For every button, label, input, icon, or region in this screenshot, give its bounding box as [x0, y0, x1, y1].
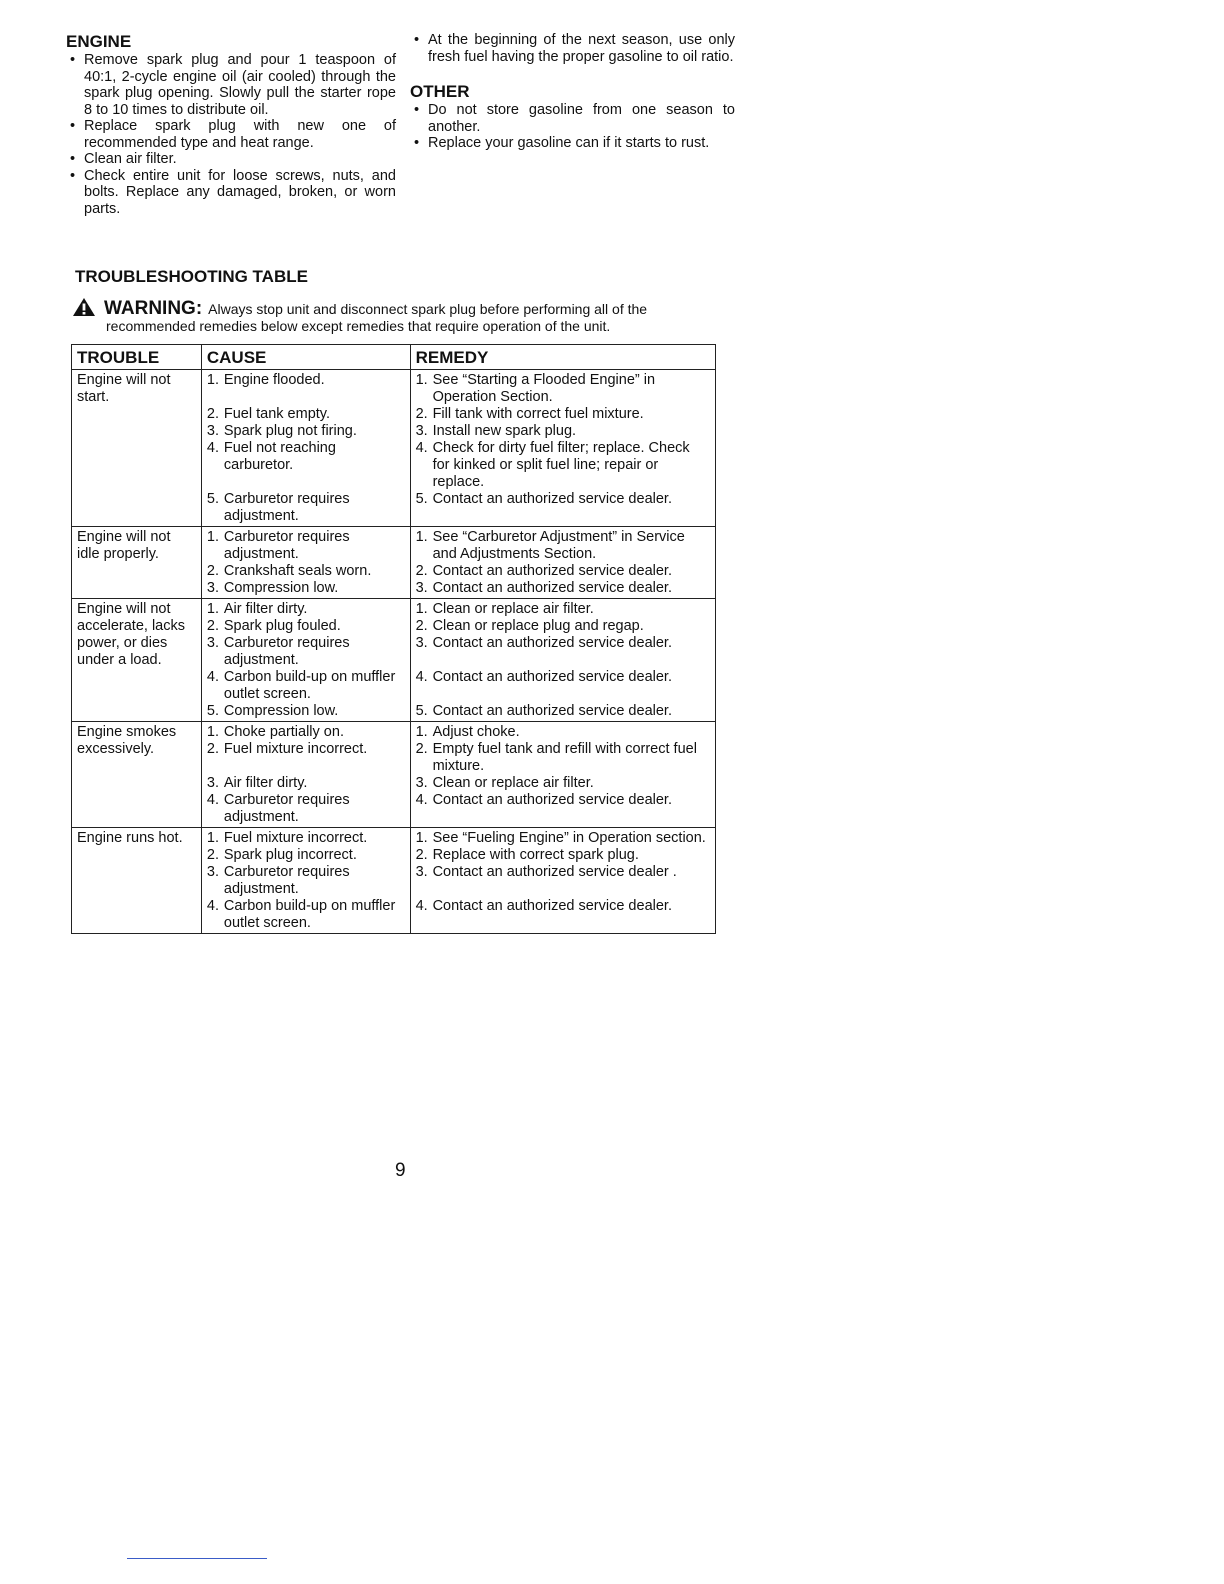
- table-row: [72, 828, 716, 934]
- warning-label: WARNING:: [104, 298, 203, 319]
- remedy-item: [416, 618, 710, 635]
- list-item: • Clean air filter.: [66, 151, 396, 168]
- remedy-item: [416, 669, 710, 703]
- cause-cell: [201, 527, 410, 599]
- cause-text: Carburetor requires adjustment.: [223, 491, 350, 524]
- cause-number: 5.: [206, 703, 219, 719]
- cause-number: 3.: [206, 635, 219, 651]
- cause-number: 4.: [206, 440, 219, 456]
- remedy-text: Clean or replace air filter.: [432, 775, 594, 791]
- remedy-text: Replace with correct spark plug.: [432, 847, 639, 863]
- cause-text: Fuel not reaching carburetor.: [223, 440, 336, 473]
- remedy-text: Empty fuel tank and refill with correct fuel mixture.: [432, 741, 697, 774]
- cause-text: Compression low.: [223, 580, 339, 596]
- remedy-text: Contact an authorized service dealer.: [432, 563, 672, 579]
- list-item: • Do not store gasoline from one season to another.: [410, 102, 735, 135]
- cause-item: [207, 669, 405, 703]
- cause-item: [207, 830, 405, 847]
- cause-item: [207, 563, 405, 580]
- remedy-number: 2.: [415, 741, 428, 757]
- cause-cell: [201, 370, 410, 527]
- cause-text: Carburetor requires adjustment.: [223, 635, 350, 668]
- cause-text: Fuel mixture incorrect.: [223, 830, 368, 846]
- remedy-number: 4.: [415, 669, 428, 685]
- warning-icon: [72, 297, 96, 317]
- remedy-cell: [410, 599, 715, 722]
- remedy-text: Contact an authorized service dealer.: [432, 898, 672, 914]
- cause-item: [207, 601, 405, 618]
- cause-number: 3.: [206, 580, 219, 596]
- engine-heading: ENGINE: [66, 32, 132, 51]
- cause-item: [207, 792, 405, 826]
- cause-item: [207, 635, 405, 669]
- remedy-cell: [410, 722, 715, 828]
- warning-text-continued: recommended remedies below except remedies that require operation of the unit.: [106, 318, 611, 334]
- cause-item: [207, 864, 405, 898]
- remedy-item: [416, 703, 710, 720]
- cause-item: [207, 775, 405, 792]
- remedy-item: [416, 741, 710, 775]
- cause-item: [207, 491, 405, 525]
- remedy-text: Clean or replace plug and regap.: [432, 618, 644, 634]
- remedy-number: 1.: [415, 724, 428, 740]
- cause-number: 4.: [206, 898, 219, 914]
- remedy-item: [416, 635, 710, 669]
- remedy-item: [416, 601, 710, 618]
- cause-item: [207, 423, 405, 440]
- cause-number: 1.: [206, 529, 219, 545]
- cause-item: [207, 703, 405, 720]
- cause-text: Compression low.: [223, 703, 339, 719]
- list-item: • Replace your gasoline can if it starts to rust.: [410, 135, 735, 152]
- table-row: [72, 599, 716, 722]
- remedy-text: Contact an authorized service dealer.: [432, 669, 672, 685]
- trouble-cell: Engine smokes excessively.: [72, 722, 202, 828]
- remedy-number: 3.: [415, 775, 428, 791]
- cause-cell: [201, 828, 410, 934]
- engine-section: [66, 32, 396, 217]
- other-list: [410, 102, 735, 152]
- troubleshooting-table: [71, 344, 716, 934]
- remedy-item: [416, 864, 710, 898]
- right-column: [410, 32, 735, 152]
- troubleshooting-title: TROUBLESHOOTING TABLE: [75, 267, 308, 286]
- cause-cell: [201, 722, 410, 828]
- remedy-item: [416, 406, 710, 423]
- engine-list: [66, 52, 396, 217]
- remedy-number: 3.: [415, 864, 428, 880]
- remedy-text: See “Starting a Flooded Engine” in Operation Section.: [432, 372, 656, 405]
- remedy-cell: [410, 527, 715, 599]
- remedy-number: 3.: [415, 580, 428, 596]
- warning-text: Always stop unit and disconnect spark plug before performing all of the: [208, 301, 648, 317]
- cause-item: [207, 406, 405, 423]
- remedy-item: [416, 580, 710, 597]
- other-heading: OTHER: [410, 82, 470, 101]
- cause-text: Carburetor requires adjustment.: [223, 864, 350, 897]
- list-item: • Remove spark plug and pour 1 teaspoon of 40:1, 2-cycle engine oil (air cooled) through the spark plug opening. Slowly pull the starter rope 8 to 10 times to distribute oil.: [66, 52, 396, 118]
- cause-number: 1.: [206, 601, 219, 617]
- cause-text: Air filter dirty.: [223, 775, 308, 791]
- cause-text: Spark plug incorrect.: [223, 847, 357, 863]
- remedy-number: 1.: [415, 529, 428, 545]
- remedy-item: [416, 898, 710, 932]
- cause-text: Carbon build-up on muffler outlet screen.: [223, 898, 396, 931]
- remedy-item: [416, 491, 710, 525]
- remedy-number: 5.: [415, 703, 428, 719]
- header-remedy: REMEDY: [410, 345, 715, 370]
- remedy-item: [416, 440, 710, 491]
- trouble-cell: Engine will not accelerate, lacks power, or dies under a load.: [72, 599, 202, 722]
- cause-number: 1.: [206, 724, 219, 740]
- cause-text: Carburetor requires adjustment.: [223, 529, 350, 562]
- remedy-number: 3.: [415, 423, 428, 439]
- remedy-number: 2.: [415, 618, 428, 634]
- table-header-row: [72, 345, 716, 370]
- cause-cell: [201, 599, 410, 722]
- warning-notice: [72, 294, 722, 335]
- remedy-text: Contact an authorized service dealer .: [432, 864, 677, 880]
- remedy-number: 3.: [415, 635, 428, 651]
- remedy-item: [416, 423, 710, 440]
- remedy-number: 2.: [415, 847, 428, 863]
- list-item: • At the beginning of the next season, use only fresh fuel having the proper gasoline to oil ratio.: [410, 32, 735, 65]
- remedy-number: 2.: [415, 563, 428, 579]
- cause-number: 1.: [206, 372, 219, 388]
- cause-number: 3.: [206, 775, 219, 791]
- remedy-item: [416, 724, 710, 741]
- remedy-number: 2.: [415, 406, 428, 422]
- remedy-text: See “Carburetor Adjustment” in Service and Adjustments Section.: [432, 529, 685, 562]
- remedy-text: Clean or replace air filter.: [432, 601, 594, 617]
- cause-number: 4.: [206, 792, 219, 808]
- remedy-item: [416, 792, 710, 826]
- cause-item: [207, 898, 405, 932]
- cause-text: Fuel mixture incorrect.: [223, 741, 368, 757]
- remedy-text: Check for dirty fuel filter; replace. Check for kinked or split fuel line; repair or replace.: [432, 440, 690, 490]
- remedy-text: See “Fueling Engine” in Operation section.: [432, 830, 706, 846]
- cause-text: Choke partially on.: [223, 724, 344, 740]
- cause-number: 4.: [206, 669, 219, 685]
- cause-number: 5.: [206, 491, 219, 507]
- cause-item: [207, 529, 405, 563]
- cause-text: Fuel tank empty.: [223, 406, 330, 422]
- cause-item: [207, 724, 405, 741]
- page-number: 9: [395, 1160, 406, 1181]
- remedy-item: [416, 563, 710, 580]
- remedy-cell: [410, 828, 715, 934]
- remedy-number: 4.: [415, 792, 428, 808]
- trouble-cell: Engine will not idle properly.: [72, 527, 202, 599]
- cause-item: [207, 580, 405, 597]
- remedy-text: Install new spark plug.: [432, 423, 577, 439]
- list-item: • Replace spark plug with new one of recommended type and heat range.: [66, 118, 396, 151]
- cause-item: [207, 618, 405, 635]
- remedy-number: 4.: [415, 440, 428, 456]
- cause-text: Spark plug not firing.: [223, 423, 357, 439]
- cause-number: 2.: [206, 847, 219, 863]
- table-body: [72, 370, 716, 934]
- cause-number: 2.: [206, 563, 219, 579]
- table-row: [72, 370, 716, 527]
- cause-number: 2.: [206, 406, 219, 422]
- remedy-item: [416, 529, 710, 563]
- remedy-item: [416, 775, 710, 792]
- header-trouble: TROUBLE: [72, 345, 202, 370]
- cause-number: 3.: [206, 423, 219, 439]
- remedy-item: [416, 847, 710, 864]
- cause-number: 3.: [206, 864, 219, 880]
- cause-number: 2.: [206, 741, 219, 757]
- remedy-text: Contact an authorized service dealer.: [432, 703, 672, 719]
- cause-text: Crankshaft seals worn.: [223, 563, 372, 579]
- table-row: [72, 722, 716, 828]
- cause-item: [207, 372, 405, 406]
- remedy-number: 4.: [415, 898, 428, 914]
- cause-text: Carbon build-up on muffler outlet screen.: [223, 669, 396, 702]
- remedy-number: 1.: [415, 830, 428, 846]
- trouble-cell: Engine runs hot.: [72, 828, 202, 934]
- season-list: [410, 32, 735, 65]
- remedy-text: Contact an authorized service dealer.: [432, 792, 672, 808]
- cause-text: Carburetor requires adjustment.: [223, 792, 350, 825]
- remedy-number: 5.: [415, 491, 428, 507]
- remedy-text: Adjust choke.: [432, 724, 520, 740]
- cause-number: 1.: [206, 830, 219, 846]
- remedy-text: Contact an authorized service dealer.: [432, 635, 672, 651]
- trouble-cell: Engine will not start.: [72, 370, 202, 527]
- cause-text: Air filter dirty.: [223, 601, 308, 617]
- remedy-item: [416, 372, 710, 406]
- list-item: • Check entire unit for loose screws, nuts, and bolts. Replace any damaged, broken, or worn parts.: [66, 168, 396, 218]
- cause-item: [207, 741, 405, 775]
- remedy-text: Contact an authorized service dealer.: [432, 491, 672, 507]
- footer-rule: [127, 1558, 267, 1559]
- remedy-number: 1.: [415, 372, 428, 388]
- cause-item: [207, 847, 405, 864]
- cause-text: Spark plug fouled.: [223, 618, 341, 634]
- cause-item: [207, 440, 405, 491]
- cause-number: 2.: [206, 618, 219, 634]
- header-cause: CAUSE: [201, 345, 410, 370]
- remedy-text: Contact an authorized service dealer.: [432, 580, 672, 596]
- remedy-item: [416, 830, 710, 847]
- remedy-number: 1.: [415, 601, 428, 617]
- table-row: [72, 527, 716, 599]
- remedy-text: Fill tank with correct fuel mixture.: [432, 406, 644, 422]
- remedy-cell: [410, 370, 715, 527]
- cause-text: Engine flooded.: [223, 372, 325, 388]
